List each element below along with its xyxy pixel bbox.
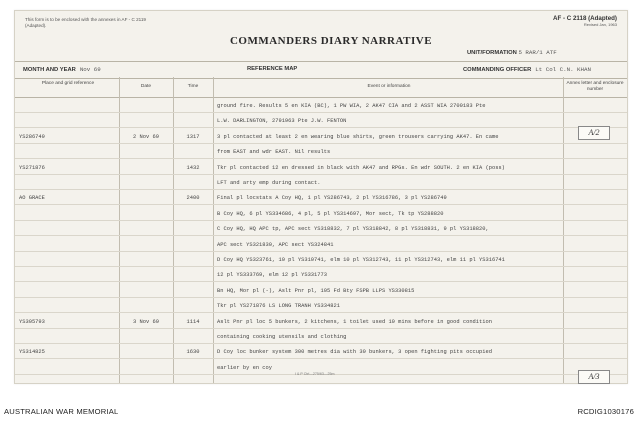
entry-date: 2 Nov 69 — [133, 133, 159, 140]
entry-text: APC sect YS321830, APC sect YS324841 — [217, 241, 334, 248]
entry-time: 1432 — [186, 164, 200, 171]
table-row — [15, 191, 627, 205]
table-row — [15, 315, 627, 329]
table-row — [15, 161, 627, 175]
unit-formation — [467, 49, 557, 56]
form-code-text: AF - C 2118 (Adapted) — [553, 15, 617, 22]
col-place: Place and grid reference — [41, 81, 95, 86]
entry-text: from EAST and wdr EAST. Nil results — [217, 149, 331, 156]
page-title: COMMANDERS DIARY NARRATIVE — [229, 35, 433, 47]
form-code — [553, 15, 617, 27]
entry-text: 12 pl YS333769, elm 12 pl YS331773 — [217, 272, 327, 279]
form-note: This form is to be enclosed with the annexes in AF - C 2119 (Adapted). — [25, 17, 146, 28]
table-row — [15, 114, 627, 128]
table-row — [15, 284, 627, 298]
co-value: Lt Col C.N. KHAN — [535, 66, 591, 73]
col-time: Time — [187, 84, 199, 89]
diary-table — [15, 77, 627, 383]
table-row — [15, 130, 627, 144]
entry-text: C Coy HQ, HQ APC tp, APC sect YS318832, 7 pl YS318842, 8 pl YS318831, 9 pl YS318820, — [217, 226, 489, 233]
table-row — [15, 207, 627, 221]
entry-text: ground fire. Results 5 en KIA (BC), 1 PW WIA, 2 AK47 CIA and 2 ASST WIA 2700183 Pte — [217, 103, 486, 109]
place-reference: YS314825 — [19, 349, 45, 356]
reference-map-label: REFERENCE MAP — [247, 66, 298, 72]
month-year — [23, 66, 101, 73]
place-reference: YS271876 — [19, 164, 45, 171]
entry-text: B Coy HQ, 6 pl YS334686, 4 pl, 5 pl YS314697, Mor sect, Tk tp YS288820 — [217, 210, 444, 217]
table-row — [15, 253, 627, 267]
entry-time: 1630 — [186, 349, 200, 356]
co-label: COMMANDING OFFICER — [463, 67, 532, 73]
entry-text: containing cooking utensils and clothing — [217, 334, 347, 340]
entry-text: Bn HQ, Mor pl (-), Aslt Pnr pl, 105 Fd Bty FSPB LLPS YS330815 — [217, 287, 415, 294]
table-row — [15, 145, 627, 159]
table-row — [15, 299, 627, 313]
print-code: I & P Ctrl—275/63—25m — [295, 372, 335, 376]
entry-text: D Coy loc bunker system 300 metres dia with 30 bunkers, 3 open fighting pits occupied — [217, 349, 492, 356]
place-reference: AO GRACE — [19, 195, 45, 202]
table-row — [15, 268, 627, 282]
entry-text: Tkr pl contacted 12 en dressed in black with AK47 and RPGs. En wdr SOUTH. 2 en KIA (poss) — [217, 164, 505, 171]
record-id: RCDIG1030176 — [577, 407, 634, 416]
column-headers — [15, 77, 627, 98]
entry-text: Final pl locstats A Coy HQ, 1 pl YS286743, 2 pl YS316786, 3 pl YS286749 — [217, 195, 447, 202]
entry-text: L.W. DARLINGTON, 2791963 Pte J.W. FENTON — [217, 118, 347, 125]
table-row — [15, 176, 627, 190]
diary-sheet — [14, 10, 628, 384]
form-revised: Revised Jan, 1963 — [583, 22, 617, 27]
col-date: Date — [140, 84, 152, 89]
entry-time: 1114 — [186, 318, 200, 325]
entry-text: Tkr pl YS271876 LS LONG TRANH YS334821 — [217, 303, 340, 310]
unit-label: UNIT/FORMATION — [467, 50, 517, 56]
entry-text: 3 pl contacted at least 2 en wearing blue shirts, green trousers carrying AK47. En came — [217, 133, 499, 140]
entry-text: earlier by en coy — [217, 364, 272, 371]
archive-caption: AUSTRALIAN WAR MEMORIAL — [4, 407, 119, 416]
annex-badge: A/2 — [578, 126, 610, 140]
entry-date: 3 Nov 69 — [133, 318, 159, 325]
commanding-officer — [463, 66, 591, 73]
place-reference: YS305793 — [19, 318, 45, 325]
table-row — [15, 222, 627, 236]
entry-text: LFT and arty emp during contact. — [217, 180, 321, 186]
table-row — [15, 99, 627, 113]
month-label: MONTH AND YEAR — [23, 67, 76, 73]
entry-text: Aslt Pnr pl loc 5 bunkers, 2 kitchens, 1 toilet used 10 mins before in good condition — [217, 318, 492, 325]
entry-time: 1317 — [186, 133, 200, 140]
table-row — [15, 330, 627, 344]
table-row — [15, 345, 627, 359]
table-row — [15, 238, 627, 252]
entry-time: 2400 — [186, 195, 200, 202]
col-annex: Annex letter and enclosure number — [566, 81, 624, 92]
place-reference: YS286749 — [19, 133, 45, 140]
month-value: Nov 69 — [79, 66, 101, 73]
col-event: Event or information — [367, 84, 411, 89]
annex-badge: A/3 — [578, 370, 610, 384]
unit-value: 5 RAR/1 ATF — [518, 49, 557, 56]
entry-text: D Coy HQ YS323761, 10 pl YS310741, elm 10 pl YS312743, 11 pl YS312743, elm 11 pl YS316741 — [217, 257, 505, 263]
